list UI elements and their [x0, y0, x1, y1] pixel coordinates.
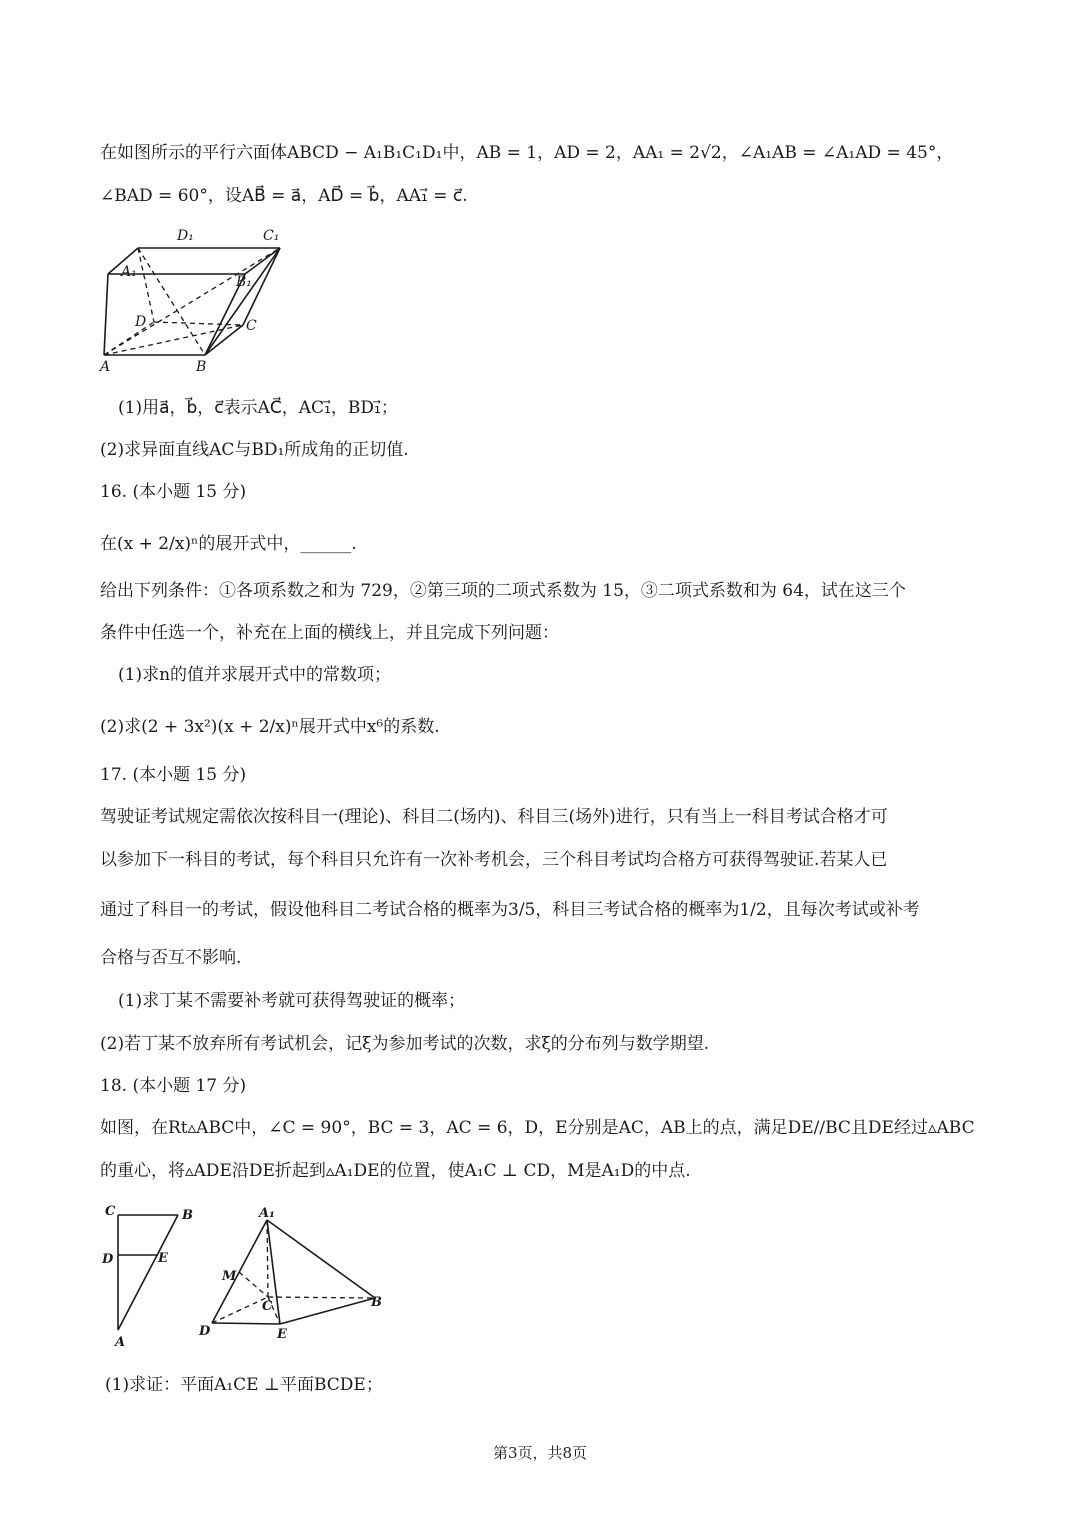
p17-question-2: (2)若丁某不放弃所有考试机会，记ξ为参加考试的次数，求ξ的分布列与数学期望. [100, 1034, 710, 1054]
t1-label-d: D [102, 1252, 114, 1267]
edge-dc [212, 1297, 268, 1323]
parallelepiped-figure [95, 222, 295, 374]
t2-label-e: E [277, 1327, 287, 1342]
page-footer: 第3页，共8页 [492, 1444, 588, 1462]
t2-label-c: C [262, 1299, 273, 1314]
edge-de [212, 1323, 280, 1324]
p16-conditions-line2: 条件中任选一个，补充在上面的横线上，并且完成下列问题： [100, 623, 559, 643]
p18-header: 18. (本小题 17 分) [100, 1076, 247, 1096]
t2-label-d: D [199, 1324, 211, 1339]
t2-label-a1: A₁ [259, 1206, 275, 1221]
label-d: D [135, 314, 147, 330]
p15-stem-line1: 在如图所示的平行六面体ABCD − A₁B₁C₁D₁中，AB = 1，AD = 2，AA₁ = 2√2，∠A₁AB = ∠A₁AD = 45°， [100, 143, 954, 163]
p18-line2: 的重心，将▵ADE沿DE折起到▵A₁DE的位置，使A₁C ⊥ CD，M是A₁D的中点. [100, 1161, 691, 1181]
t1-label-c: C [105, 1204, 116, 1219]
t1-label-b: B [182, 1208, 193, 1223]
edge-bc1 [205, 248, 280, 355]
p15-question-2: (2)求异面直线AC与BD₁所成角的正切值. [100, 440, 409, 460]
diag-bd1 [138, 248, 205, 355]
p17-line3: 通过了科目一的考试，假设他科目二考试合格的概率为3/5，科目三考试合格的概率为1/2，且每次考试或补考 [100, 900, 920, 920]
edge-dc [154, 322, 243, 325]
p18-question-1: (1)求证：平面A₁CE ⊥平面BCDE； [105, 1375, 383, 1395]
edge-mc [239, 1272, 268, 1297]
t2-label-b: B [371, 1295, 382, 1310]
p16-question-1: (1)求n的值并求展开式中的常数项； [118, 665, 392, 685]
p17-line2: 以参加下一科目的考试，每个科目只允许有一次补考机会，三个科目考试均合格方可获得驾驶证.若某人已 [100, 850, 888, 870]
p16-stem: 在(x + 2/x)ⁿ的展开式中，______. [100, 534, 357, 554]
edge-eb [280, 1298, 375, 1324]
edge-a1d [212, 1220, 267, 1323]
p16-conditions-line1: 给出下列条件：①各项系数之和为 729，②第三项的二项式系数为 15，③二项式系数和为 64，试在这三个 [100, 581, 906, 601]
t1-label-a: A [115, 1335, 126, 1350]
t2-label-m: M [222, 1269, 237, 1284]
edge-d1d [138, 248, 154, 322]
diag-ac [104, 325, 243, 355]
label-b1: B₁ [236, 274, 252, 290]
p17-line1: 驾驶证考试规定需依次按科目一(理论)、科目二(场内)、科目三(场外)进行，只有当上一科目考试合格才可 [100, 807, 888, 827]
edge-ba [118, 1215, 178, 1330]
edge-a1a [104, 274, 108, 355]
p18-line1: 如图，在Rt▵ABC中，∠C = 90°，BC = 3，AC = 6，D，E分别是AC，AB上的点，满足DE//BC且DE经过▵ABC [100, 1118, 975, 1138]
label-a1: A₁ [121, 264, 137, 280]
p15-stem-line2: ∠BAD = 60°，设AB⃗ = a⃗，AD⃗ = b⃗，AA₁⃗ = c⃗. [100, 186, 468, 206]
p15-question-1: (1)用a⃗，b⃗，c⃗表示AC⃗，AC₁⃗，BD₁⃗； [118, 398, 398, 418]
p17-header: 17. (本小题 15 分) [100, 765, 247, 785]
edge-bc [205, 325, 243, 355]
p17-line4: 合格与否互不影响. [100, 948, 242, 968]
p16-question-2: (2)求(2 + 3x²)(x + 2/x)ⁿ展开式中x⁶的系数. [100, 717, 440, 737]
p17-question-1: (1)求丁某不需要补考就可获得驾驶证的概率； [118, 991, 466, 1011]
label-b: B [196, 359, 207, 374]
edge-cb [268, 1297, 375, 1298]
p16-header: 16. (本小题 15 分) [100, 482, 247, 502]
pyramid-figure [192, 1203, 392, 1345]
label-c1: C₁ [263, 228, 280, 244]
edge-ad [104, 322, 154, 355]
t1-label-e: E [158, 1251, 168, 1266]
label-c: C [246, 318, 257, 334]
label-a: A [100, 359, 111, 374]
label-d1: D₁ [177, 228, 194, 244]
edge-a1b [267, 1220, 375, 1298]
